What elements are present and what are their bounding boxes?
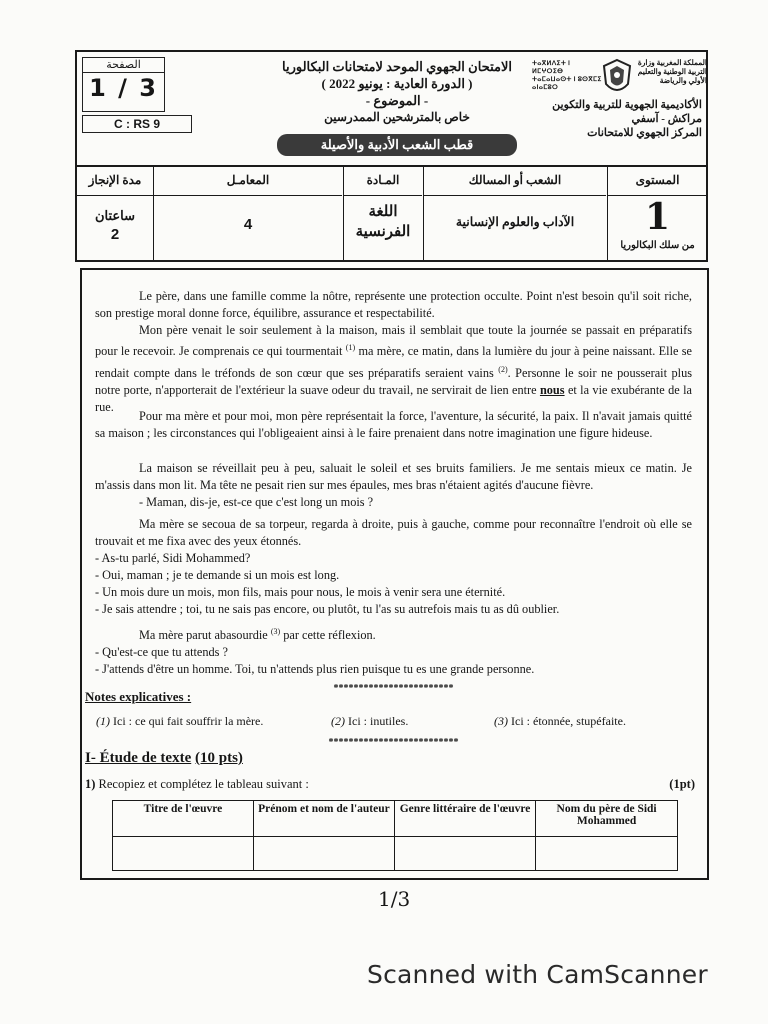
subject-column xyxy=(343,166,423,260)
duration-value: ساعتان xyxy=(94,208,136,223)
question-1-points: (1pt) xyxy=(669,777,695,791)
note-1-text: Ici : ce qui fait souffrir la mère. xyxy=(113,714,264,728)
academy-region: مراكش - آسفي xyxy=(631,113,702,125)
paragraph-5: Ma mère se secoua de sa torpeur, regarda à droite, puis à gauche, comme pour reconnaître l'endroit où elle se trouvait et me fixa avec des yeux étonnés. xyxy=(95,517,692,549)
branch-header: الشعب أو المسالك xyxy=(424,166,606,196)
paragraph-4: La maison se réveillait peu à peu, saluait le soleil et ses bruits familiers. Je me sentais mieux ce matin. Je m'assis dans mon lit. Ma tête ne pesait rien sur mes épaules, mes bras n'étaient agités d'aucune fièvre. xyxy=(95,461,692,493)
answer-cell-father[interactable] xyxy=(536,837,678,871)
level-column xyxy=(607,166,708,260)
dialogue-line-1: - Maman, dis-je, est-ce que c'est long un mois ? xyxy=(139,495,374,509)
academy-name: الأكاديمية الجهوية للتربية والتكوين xyxy=(552,99,702,111)
coat-of-arms-icon xyxy=(600,58,634,98)
paragraph-2-part-a: Mon père venait le soir seulement à la maison, mais il semblait que toute la journée se passait en préparatifs pour le recevoir. Je comprenais ce qui tourmentait xyxy=(95,323,692,359)
paragraph-3: Pour ma mère et pour moi, mon père représentait la force, l'aventure, la sécurité, la paix. Il n'avait jamais quitté sa maison ; les circonstances qui l'obligeaient ainsi à le faire prenaient dans notre imagination une figure hideuse. xyxy=(95,409,692,441)
answer-cell-genre[interactable] xyxy=(394,837,535,871)
header-genre: Genre littéraire de l'œuvre xyxy=(394,801,535,837)
paragraph-2 xyxy=(95,322,692,416)
level-text: من سلك البكالوريا xyxy=(620,240,695,251)
section-title: I- Étude de texte xyxy=(85,750,192,766)
exam-session: ( الدورة العادية : يونيو 2022 ) xyxy=(321,76,473,91)
exam-center: المركز الجهوي للامتحانات xyxy=(587,127,702,139)
ministry-tifinagh: ⵜⴰⴳⵍⴷⵉⵜ ⵏ ⵍⵎⵖⵔⵉⴱ ⵜⴰⵎⴰⵡⴰⵙⵜ ⵏ ⵓⵙⴳⵎⵉ ⴰⵏⴰⵎⵓⵔ xyxy=(532,60,602,91)
note-2-number: (2) xyxy=(331,714,345,728)
underlined-word-nous: nous xyxy=(539,382,565,397)
paragraph-2-part-b: ma mère, ce matin, dans la lumière du jour à peine naissant. Elle se rendait compte dans le tréfonds de son cœur que ses préparatifs seraient vains xyxy=(95,344,692,380)
section-heading xyxy=(85,750,682,767)
candidates-label: خاص بالمترشحين الممدرسين xyxy=(324,110,470,124)
subject-header: المـادة xyxy=(344,166,422,196)
coefficient-header: المعامـل xyxy=(154,166,342,196)
academy-block xyxy=(517,98,702,140)
exam-title-block xyxy=(262,58,532,126)
exam-banner: قطب الشعب الأدبية والأصيلة xyxy=(277,134,517,156)
page-counter-box xyxy=(82,57,165,112)
subject-value-2: الفرنسية xyxy=(355,224,411,240)
separator-1: ************************ xyxy=(333,683,454,694)
footnote-ref-2: (2) xyxy=(498,364,508,374)
note-1-number: (1) xyxy=(96,714,110,728)
paragraph-6 xyxy=(95,623,692,644)
oeuvre-table xyxy=(112,800,678,871)
duration-column xyxy=(77,166,153,260)
paragraph-2-part-d: et la vie exubérante de la rue. xyxy=(95,382,692,414)
footnote-ref-3: (3) xyxy=(270,627,281,636)
subject-value-1: اللغة xyxy=(368,204,398,220)
note-3-text: Ici : étonnée, stupéfaite. xyxy=(511,714,626,728)
page-number: 1 / 3 xyxy=(89,74,158,102)
ministry-arabic: المملكة المغربية وزارة التربية الوطنية والتعليم الأولي والرياضة xyxy=(637,58,707,85)
footnote-ref-1: (1) xyxy=(345,343,356,353)
coefficient-value: 4 xyxy=(243,216,253,233)
paragraph-2-part-c: . Personne le soir ne pousserait plus notre porte, n'apporterait de l'extérieur la suave odeur du travail, ne servirait de lien entre xyxy=(95,365,693,397)
exam-title: الامتحان الجهوي الموحد لامتحانات البكالوريا xyxy=(282,59,512,74)
text-frame xyxy=(80,268,709,880)
note-2-text: Ici : inutiles. xyxy=(348,714,409,728)
duration-header: مدة الإنجاز xyxy=(77,166,153,196)
exam-header xyxy=(75,50,708,167)
note-3-number: (3) xyxy=(494,714,508,728)
page-label: الصفحة xyxy=(83,58,164,73)
level-number: 1 xyxy=(644,196,671,238)
dialogue-line-6: - Qu'est-ce que tu attends ? xyxy=(95,645,228,659)
dialogue-line-7: - J'attends d'être un homme. Toi, tu n'attends plus rien puisque tu es une grande personne. xyxy=(95,662,535,676)
separator-2: ************************** xyxy=(328,737,459,748)
dialogue-line-4: - Un mois dure un mois, mon fils, mais pour nous, le mois à venir sera une éternité. xyxy=(95,585,506,599)
branch-column xyxy=(423,166,607,260)
paragraph-6-part-a: Ma mère parut abasourdie xyxy=(139,628,268,643)
question-1-number: 1) xyxy=(85,777,96,791)
question-1-text: Recopiez et complétez le tableau suivant : xyxy=(98,777,309,791)
header-title-oeuvre: Titre de l'œuvre xyxy=(113,801,254,837)
notes-title: Notes explicatives : xyxy=(85,689,192,704)
footer-page-number: 1/3 xyxy=(378,887,411,911)
answer-cell-author[interactable] xyxy=(253,837,394,871)
exam-code: C : RS 9 xyxy=(82,115,192,133)
coefficient-column xyxy=(153,166,343,260)
dialogue-line-3: - Oui, maman ; je te demande si un mois est long. xyxy=(95,568,340,582)
exam-info-table xyxy=(75,166,708,262)
camscanner-watermark: Scanned with CamScanner xyxy=(367,960,708,989)
question-1 xyxy=(85,776,695,793)
paragraph-6-part-b: par cette réflexion. xyxy=(283,628,376,643)
duration-hours: 2 xyxy=(110,226,120,243)
subject-label: - الموضوع - xyxy=(365,93,429,108)
section-points: (10 pts) xyxy=(194,750,243,766)
answer-cell-title[interactable] xyxy=(113,837,254,871)
notes-list xyxy=(96,713,696,730)
branch-value: الآداب والعلوم الإنسانية xyxy=(455,215,575,229)
dialogue-line-2: - As-tu parlé, Sidi Mohammed? xyxy=(95,551,251,565)
dialogue-line-5: - Je sais attendre ; toi, tu ne sais pas encore, ou plutôt, tu l'as su autrefois mais tu as dû oublier. xyxy=(95,602,560,616)
level-header: المستوى xyxy=(608,166,707,196)
paragraph-1: Le père, dans une famille comme la nôtre, représente une protection occulte. Point n'est besoin qu'il soit riche, son prestige moral donne force, équilibre, assurance et respectabilité. xyxy=(95,289,692,321)
header-father-name: Nom du père de Sidi Mohammed xyxy=(536,801,678,837)
header-author: Prénom et nom de l'auteur xyxy=(253,801,394,837)
